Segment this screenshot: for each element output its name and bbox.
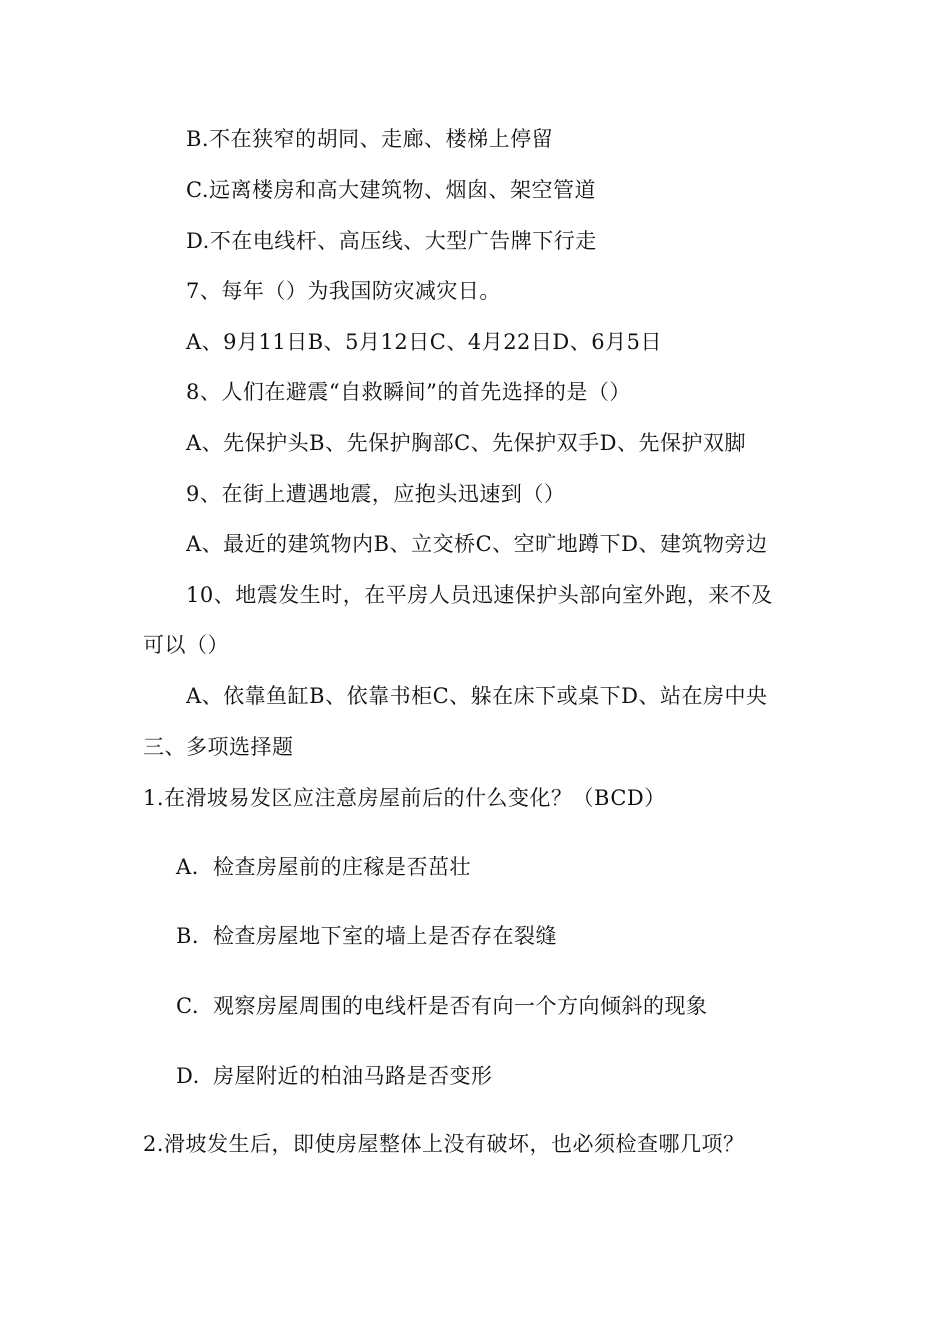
multi-question-1-option-a-letter: A. [176,855,199,879]
question-7: 7、每年（）为我国防灾减灾日。 [186,279,501,303]
question-6-option-c: C.远离楼房和高大建筑物、烟囱、架空管道 [186,178,596,202]
multi-question-1: 1.在滑坡易发区应注意房屋前后的什么变化？（BCD） [143,786,666,810]
question-8-options: A、先保护头B、先保护胸部C、先保护双手D、先保护双脚 [186,431,747,455]
section-heading-multiple-choice: 三、多项选择题 [143,735,294,759]
question-10-line-2: 可以（） [143,633,229,657]
multi-question-1-option-c-letter: C. [176,994,199,1018]
multi-question-1-option-b-letter: B. [176,924,200,948]
multi-question-1-option-d-text: 房屋附近的柏油马路是否变形 [213,1064,493,1088]
question-8: 8、人们在避震“自救瞬间”的首先选择的是（） [186,380,631,404]
question-6-option-b: B.不在狭窄的胡同、走廊、楼梯上停留 [186,127,554,151]
question-10-line-1: 10、地震发生时，在平房人员迅速保护头部向室外跑，来不及 [186,583,773,607]
multi-question-2: 2.滑坡发生后，即使房屋整体上没有破坏，也必须检查哪几项？ [143,1132,745,1156]
question-7-options: A、9月11日B、5月12日C、4月22日D、6月5日 [186,330,662,354]
question-9: 9、在街上遭遇地震，应抱头迅速到（） [186,482,566,506]
multi-question-1-option-a-text: 检查房屋前的庄稼是否茁壮 [213,855,471,879]
question-9-options: A、最近的建筑物内B、立交桥C、空旷地蹲下D、建筑物旁边 [186,532,768,556]
multi-question-1-option-d-letter: D. [176,1064,200,1088]
multi-question-1-option-c-text: 观察房屋周围的电线杆是否有向一个方向倾斜的现象 [213,994,708,1018]
multi-question-1-option-b-text: 检查房屋地下室的墙上是否存在裂缝 [213,924,557,948]
question-6-option-d: D.不在电线杆、高压线、大型广告牌下行走 [186,229,597,253]
question-10-options: A、依靠鱼缸B、依靠书柜C、躲在床下或桌下D、站在房中央 [186,684,768,708]
